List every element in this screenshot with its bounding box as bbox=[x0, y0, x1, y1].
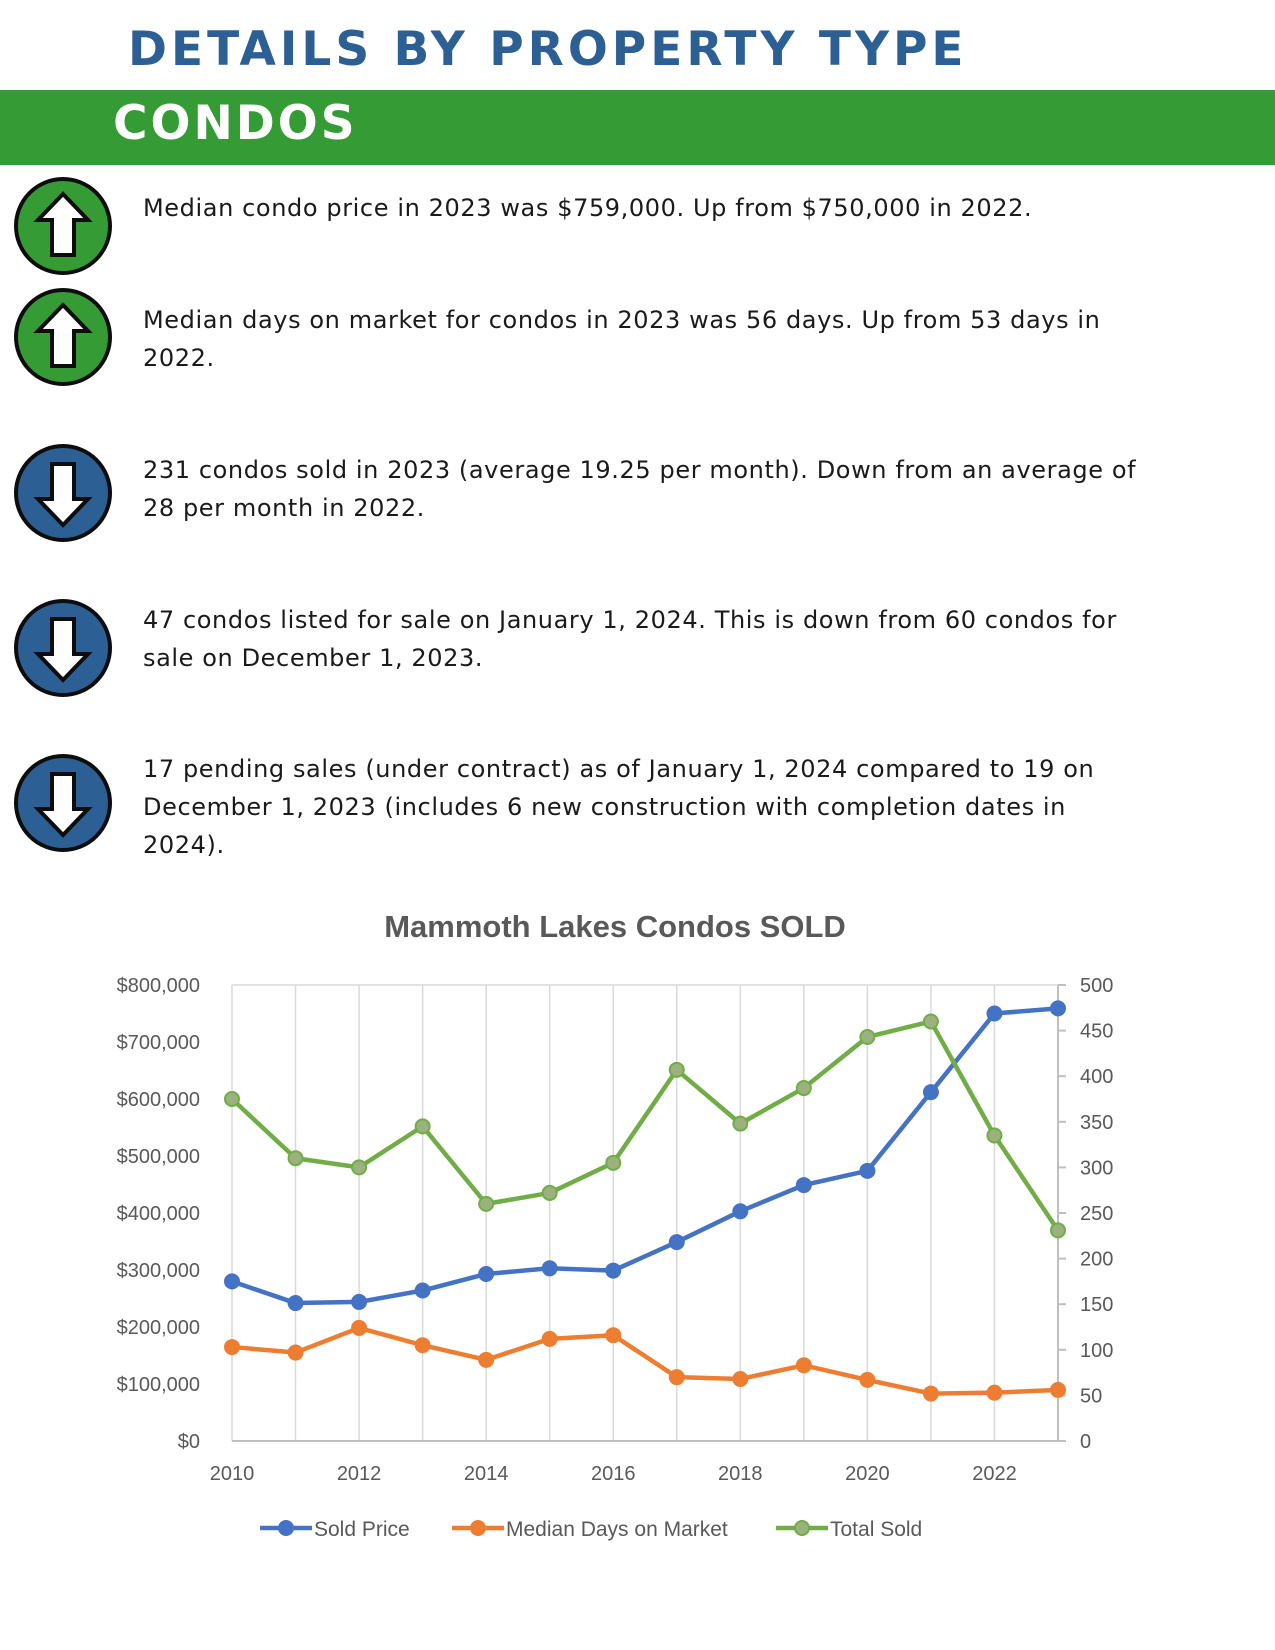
chart-canvas bbox=[100, 895, 1140, 1595]
right-tick-label: 500 bbox=[1080, 975, 1114, 997]
data-point bbox=[1051, 1223, 1065, 1237]
x-tick-label: 2012 bbox=[336, 1463, 382, 1485]
x-tick-label: 2018 bbox=[718, 1463, 763, 1485]
data-point bbox=[860, 1030, 874, 1044]
page-title: DETAILS BY PROPERTY TYPE bbox=[128, 22, 968, 77]
right-tick-label: 150 bbox=[1080, 1294, 1114, 1317]
left-tick-label: $200,000 bbox=[116, 1317, 200, 1339]
left-tick-label: $500,000 bbox=[116, 1146, 200, 1168]
legend-label: Sold Price bbox=[314, 1518, 410, 1541]
x-tick-label: 2016 bbox=[590, 1463, 636, 1485]
arrow-down-icon bbox=[12, 442, 114, 544]
data-point bbox=[670, 1235, 684, 1249]
data-point bbox=[225, 1340, 239, 1354]
stat-text: 47 condos listed for sale on January 1, 2024. This is down from 60 condos for sale on December 1, 2023. bbox=[143, 606, 1117, 672]
left-tick-label: $0 bbox=[177, 1431, 200, 1453]
x-tick-label: 2022 bbox=[972, 1463, 1017, 1485]
left-tick-label: $100,000 bbox=[116, 1374, 200, 1396]
right-tick-label: 250 bbox=[1080, 1203, 1114, 1225]
legend-label: Total Sold bbox=[830, 1518, 923, 1541]
data-point bbox=[352, 1160, 366, 1174]
x-tick-label: 2020 bbox=[845, 1463, 890, 1485]
legend-marker bbox=[471, 1521, 485, 1535]
arrow-down-icon bbox=[12, 597, 114, 699]
data-point bbox=[289, 1346, 303, 1360]
data-point bbox=[670, 1370, 684, 1384]
arrow-up-icon bbox=[12, 175, 114, 277]
legend-item bbox=[452, 1518, 728, 1541]
left-tick-label: $300,000 bbox=[116, 1260, 200, 1282]
legend-label: Median Days on Market bbox=[506, 1518, 728, 1541]
data-point bbox=[797, 1178, 811, 1192]
series-line bbox=[232, 1328, 1058, 1394]
chart-grid bbox=[232, 985, 1058, 1441]
condos-sold-chart bbox=[100, 895, 1140, 1595]
left-tick-label: $700,000 bbox=[116, 1032, 200, 1054]
data-point bbox=[225, 1274, 239, 1288]
data-point bbox=[543, 1332, 557, 1346]
right-tick-label: 300 bbox=[1080, 1157, 1114, 1180]
data-point bbox=[352, 1321, 366, 1335]
x-tick-label: 2010 bbox=[209, 1463, 255, 1485]
data-point bbox=[987, 1128, 1001, 1142]
data-point bbox=[670, 1063, 684, 1077]
stat-text: 231 condos sold in 2023 (average 19.25 per month). Down from an average of 28 per month in 2022. bbox=[143, 456, 1137, 522]
data-point bbox=[733, 1372, 747, 1386]
data-point bbox=[479, 1197, 493, 1211]
series-line bbox=[232, 1021, 1058, 1230]
stat-text: Median days on market for condos in 2023 was 56 days. Up from 53 days in 2022. bbox=[143, 306, 1101, 372]
right-tick-label: 200 bbox=[1080, 1248, 1114, 1271]
data-point bbox=[225, 1092, 239, 1106]
section-title: CONDOS bbox=[113, 96, 358, 151]
left-tick-label: $400,000 bbox=[116, 1203, 200, 1225]
series-sold-price bbox=[225, 1001, 1065, 1310]
data-point bbox=[924, 1085, 938, 1099]
legend-marker bbox=[795, 1521, 809, 1535]
chart-series bbox=[225, 1001, 1065, 1400]
arrow-up-icon bbox=[12, 286, 114, 388]
data-point bbox=[860, 1373, 874, 1387]
chart-title: Mammoth Lakes Condos SOLD bbox=[384, 909, 846, 944]
series-median-days-on-market bbox=[225, 1321, 1065, 1401]
data-point bbox=[987, 1007, 1001, 1021]
data-point bbox=[987, 1386, 1001, 1400]
data-point bbox=[479, 1267, 493, 1281]
data-point bbox=[797, 1358, 811, 1372]
data-point bbox=[924, 1014, 938, 1028]
right-tick-label: 400 bbox=[1080, 1066, 1114, 1089]
data-point bbox=[606, 1328, 620, 1342]
data-point bbox=[797, 1081, 811, 1095]
x-tick-label: 2014 bbox=[463, 1463, 509, 1485]
data-point bbox=[289, 1296, 303, 1310]
data-point bbox=[543, 1261, 557, 1275]
chart-legend bbox=[260, 1518, 922, 1541]
data-point bbox=[924, 1387, 938, 1401]
stat-text: Median condo price in 2023 was $759,000. Up from $750,000 in 2022. bbox=[143, 194, 1033, 222]
data-point bbox=[733, 1117, 747, 1131]
section-banner bbox=[0, 90, 1275, 165]
series-total-sold bbox=[225, 1014, 1065, 1237]
data-point bbox=[1051, 1383, 1065, 1397]
right-tick-label: 350 bbox=[1080, 1111, 1114, 1134]
arrow-down-icon bbox=[12, 752, 114, 854]
data-point bbox=[606, 1264, 620, 1278]
data-point bbox=[860, 1164, 874, 1178]
legend-item bbox=[776, 1518, 922, 1541]
legend-marker bbox=[279, 1521, 293, 1535]
data-point bbox=[289, 1151, 303, 1165]
right-tick-label: 0 bbox=[1080, 1431, 1092, 1453]
series-line bbox=[232, 1008, 1058, 1303]
data-point bbox=[416, 1119, 430, 1133]
data-point bbox=[479, 1353, 493, 1367]
left-tick-label: $800,000 bbox=[116, 975, 200, 997]
data-point bbox=[606, 1156, 620, 1170]
legend-item bbox=[260, 1518, 410, 1541]
data-point bbox=[352, 1295, 366, 1309]
right-tick-label: 100 bbox=[1080, 1339, 1114, 1362]
data-point bbox=[543, 1186, 557, 1200]
data-point bbox=[416, 1284, 430, 1298]
data-point bbox=[1051, 1001, 1065, 1015]
left-tick-label: $600,000 bbox=[116, 1089, 200, 1111]
right-tick-label: 450 bbox=[1080, 1020, 1114, 1043]
data-point bbox=[733, 1204, 747, 1218]
stat-text: 17 pending sales (under contract) as of January 1, 2024 compared to 19 on December 1, 2023 (includes 6 new construction with completion dates in 2024). bbox=[143, 755, 1095, 859]
right-tick-label: 50 bbox=[1080, 1385, 1103, 1408]
data-point bbox=[416, 1338, 430, 1352]
